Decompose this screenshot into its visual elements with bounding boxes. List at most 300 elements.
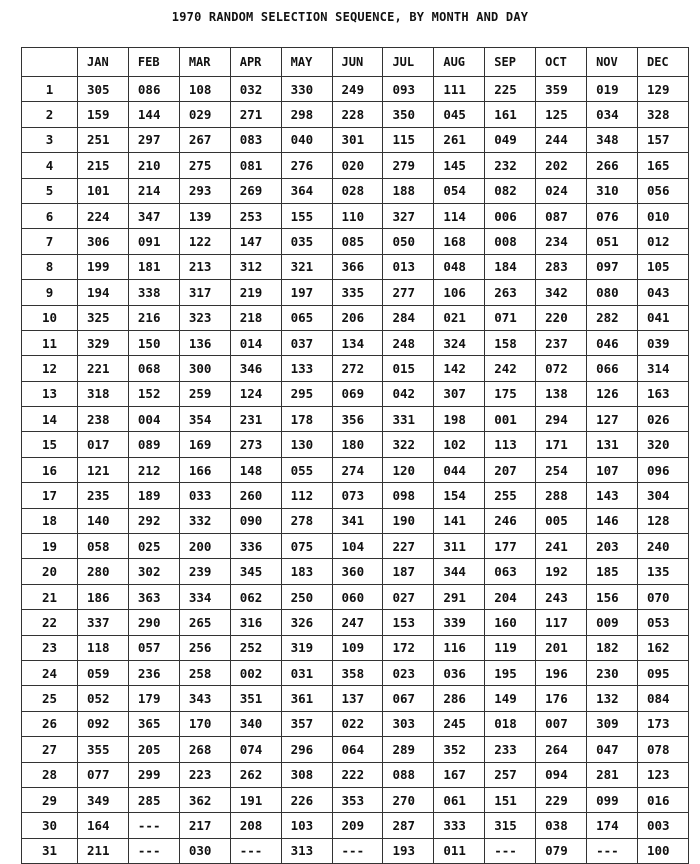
sequence-cell: 297 bbox=[128, 127, 179, 152]
sequence-cell: 082 bbox=[485, 178, 536, 203]
sequence-cell: 202 bbox=[536, 153, 587, 178]
sequence-cell: 256 bbox=[179, 635, 230, 660]
sequence-cell: 296 bbox=[281, 737, 332, 762]
table-row bbox=[22, 813, 689, 838]
sequence-cell: 051 bbox=[587, 229, 638, 254]
sequence-cell: 266 bbox=[587, 153, 638, 178]
day-label: 9 bbox=[22, 280, 78, 305]
month-header: JAN bbox=[78, 48, 129, 77]
sequence-cell: 352 bbox=[434, 737, 485, 762]
sequence-cell: 198 bbox=[434, 407, 485, 432]
sequence-cell: 277 bbox=[383, 280, 434, 305]
sequence-cell: 337 bbox=[78, 610, 129, 635]
sequence-cell: 287 bbox=[383, 813, 434, 838]
sequence-cell: 016 bbox=[637, 787, 688, 812]
sequence-cell: 315 bbox=[485, 813, 536, 838]
sequence-cell: 347 bbox=[128, 203, 179, 228]
sequence-cell: 237 bbox=[536, 330, 587, 355]
sequence-cell: 104 bbox=[332, 534, 383, 559]
table-row bbox=[22, 254, 689, 279]
sequence-cell: 124 bbox=[230, 381, 281, 406]
sequence-cell: 331 bbox=[383, 407, 434, 432]
sequence-cell: 046 bbox=[587, 330, 638, 355]
sequence-cell: 092 bbox=[78, 711, 129, 736]
sequence-cell: 258 bbox=[179, 660, 230, 685]
table-row bbox=[22, 381, 689, 406]
sequence-cell: 236 bbox=[128, 660, 179, 685]
sequence-cell: 118 bbox=[78, 635, 129, 660]
sequence-cell: 301 bbox=[332, 127, 383, 152]
sequence-cell: 033 bbox=[179, 483, 230, 508]
sequence-cell: 148 bbox=[230, 457, 281, 482]
sequence-cell: 178 bbox=[281, 407, 332, 432]
sequence-cell: 112 bbox=[281, 483, 332, 508]
month-header: NOV bbox=[587, 48, 638, 77]
sequence-cell: 201 bbox=[536, 635, 587, 660]
sequence-cell: 211 bbox=[78, 838, 129, 863]
sequence-cell: 243 bbox=[536, 584, 587, 609]
table-row bbox=[22, 534, 689, 559]
sequence-cell: 066 bbox=[587, 356, 638, 381]
sequence-cell: 242 bbox=[485, 356, 536, 381]
sequence-cell: 044 bbox=[434, 457, 485, 482]
sequence-cell: 279 bbox=[383, 153, 434, 178]
sequence-cell: 125 bbox=[536, 102, 587, 127]
sequence-cell: 180 bbox=[332, 432, 383, 457]
sequence-cell: 135 bbox=[637, 559, 688, 584]
day-label: 7 bbox=[22, 229, 78, 254]
day-label: 12 bbox=[22, 356, 78, 381]
sequence-cell: 194 bbox=[78, 280, 129, 305]
sequence-cell: 210 bbox=[128, 153, 179, 178]
sequence-cell: 084 bbox=[637, 686, 688, 711]
sequence-cell: 339 bbox=[434, 610, 485, 635]
sequence-cell: 035 bbox=[281, 229, 332, 254]
sequence-cell: 319 bbox=[281, 635, 332, 660]
sequence-cell: 013 bbox=[383, 254, 434, 279]
sequence-cell: --- bbox=[128, 813, 179, 838]
sequence-cell: 081 bbox=[230, 153, 281, 178]
sequence-cell: 274 bbox=[332, 457, 383, 482]
sequence-cell: 121 bbox=[78, 457, 129, 482]
sequence-cell: 267 bbox=[179, 127, 230, 152]
sequence-cell: 140 bbox=[78, 508, 129, 533]
sequence-cell: 067 bbox=[383, 686, 434, 711]
sequence-cell: 166 bbox=[179, 457, 230, 482]
sequence-cell: 199 bbox=[78, 254, 129, 279]
month-header: MAY bbox=[281, 48, 332, 77]
sequence-cell: 209 bbox=[332, 813, 383, 838]
sequence-cell: 078 bbox=[637, 737, 688, 762]
sequence-cell: 102 bbox=[434, 432, 485, 457]
sequence-cell: 170 bbox=[179, 711, 230, 736]
sequence-cell: 284 bbox=[383, 305, 434, 330]
sequence-cell: 366 bbox=[332, 254, 383, 279]
sequence-cell: 164 bbox=[78, 813, 129, 838]
day-label: 2 bbox=[22, 102, 78, 127]
day-label: 19 bbox=[22, 534, 78, 559]
day-label: 1 bbox=[22, 77, 78, 102]
day-label: 17 bbox=[22, 483, 78, 508]
sequence-cell: 149 bbox=[485, 686, 536, 711]
sequence-cell: 312 bbox=[230, 254, 281, 279]
table-row bbox=[22, 178, 689, 203]
sequence-cell: 019 bbox=[587, 77, 638, 102]
sequence-cell: 190 bbox=[383, 508, 434, 533]
table-row bbox=[22, 584, 689, 609]
sequence-cell: 249 bbox=[332, 77, 383, 102]
sequence-cell: 026 bbox=[637, 407, 688, 432]
sequence-cell: 083 bbox=[230, 127, 281, 152]
sequence-cell: 291 bbox=[434, 584, 485, 609]
sequence-cell: 161 bbox=[485, 102, 536, 127]
sequence-cell: 154 bbox=[434, 483, 485, 508]
table-row bbox=[22, 559, 689, 584]
month-header: JUL bbox=[383, 48, 434, 77]
sequence-cell: 047 bbox=[587, 737, 638, 762]
sequence-cell: 061 bbox=[434, 787, 485, 812]
sequence-cell: 017 bbox=[78, 432, 129, 457]
sequence-cell: --- bbox=[230, 838, 281, 863]
sequence-cell: 006 bbox=[485, 203, 536, 228]
sequence-cell: 247 bbox=[332, 610, 383, 635]
sequence-cell: 116 bbox=[434, 635, 485, 660]
sequence-cell: 254 bbox=[536, 457, 587, 482]
sequence-cell: 021 bbox=[434, 305, 485, 330]
sequence-cell: 205 bbox=[128, 737, 179, 762]
sequence-cell: 292 bbox=[128, 508, 179, 533]
sequence-cell: 322 bbox=[383, 432, 434, 457]
sequence-cell: 087 bbox=[536, 203, 587, 228]
sequence-cell: 098 bbox=[383, 483, 434, 508]
sequence-cell: 229 bbox=[536, 787, 587, 812]
month-header: APR bbox=[230, 48, 281, 77]
sequence-cell: 068 bbox=[128, 356, 179, 381]
sequence-cell: 037 bbox=[281, 330, 332, 355]
sequence-cell: 129 bbox=[637, 77, 688, 102]
sequence-cell: 268 bbox=[179, 737, 230, 762]
sequence-cell: 316 bbox=[230, 610, 281, 635]
sequence-cell: 306 bbox=[78, 229, 129, 254]
table-row bbox=[22, 686, 689, 711]
sequence-cell: 004 bbox=[128, 407, 179, 432]
sequence-cell: 216 bbox=[128, 305, 179, 330]
sequence-cell: 122 bbox=[179, 229, 230, 254]
sequence-cell: 123 bbox=[637, 762, 688, 787]
sequence-cell: 244 bbox=[536, 127, 587, 152]
sequence-cell: 128 bbox=[637, 508, 688, 533]
sequence-cell: 329 bbox=[78, 330, 129, 355]
sequence-cell: 295 bbox=[281, 381, 332, 406]
sequence-cell: 288 bbox=[536, 483, 587, 508]
sequence-cell: 052 bbox=[78, 686, 129, 711]
sequence-cell: 117 bbox=[536, 610, 587, 635]
sequence-cell: 224 bbox=[78, 203, 129, 228]
sequence-cell: 020 bbox=[332, 153, 383, 178]
table-row bbox=[22, 457, 689, 482]
table-row bbox=[22, 838, 689, 863]
sequence-cell: 228 bbox=[332, 102, 383, 127]
sequence-cell: 134 bbox=[332, 330, 383, 355]
sequence-cell: 075 bbox=[281, 534, 332, 559]
sequence-cell: 326 bbox=[281, 610, 332, 635]
sequence-cell: 192 bbox=[536, 559, 587, 584]
sequence-cell: 147 bbox=[230, 229, 281, 254]
sequence-cell: 005 bbox=[536, 508, 587, 533]
sequence-cell: 088 bbox=[383, 762, 434, 787]
day-label: 18 bbox=[22, 508, 78, 533]
month-header: FEB bbox=[128, 48, 179, 77]
sequence-cell: 233 bbox=[485, 737, 536, 762]
sequence-cell: 360 bbox=[332, 559, 383, 584]
sequence-cell: 079 bbox=[536, 838, 587, 863]
sequence-cell: 053 bbox=[637, 610, 688, 635]
sequence-cell: 077 bbox=[78, 762, 129, 787]
sequence-cell: 183 bbox=[281, 559, 332, 584]
day-label: 31 bbox=[22, 838, 78, 863]
sequence-cell: 073 bbox=[332, 483, 383, 508]
sequence-cell: 003 bbox=[637, 813, 688, 838]
sequence-cell: 345 bbox=[230, 559, 281, 584]
month-header: OCT bbox=[536, 48, 587, 77]
sequence-cell: 283 bbox=[536, 254, 587, 279]
sequence-cell: 071 bbox=[485, 305, 536, 330]
sequence-cell: 060 bbox=[332, 584, 383, 609]
day-label: 14 bbox=[22, 407, 78, 432]
sequence-cell: 158 bbox=[485, 330, 536, 355]
sequence-cell: 023 bbox=[383, 660, 434, 685]
day-label: 22 bbox=[22, 610, 78, 635]
sequence-cell: 348 bbox=[587, 127, 638, 152]
sequence-cell: 136 bbox=[179, 330, 230, 355]
sequence-cell: 307 bbox=[434, 381, 485, 406]
sequence-cell: 049 bbox=[485, 127, 536, 152]
sequence-cell: 208 bbox=[230, 813, 281, 838]
sequence-cell: 203 bbox=[587, 534, 638, 559]
sequence-cell: 042 bbox=[383, 381, 434, 406]
sequence-cell: 261 bbox=[434, 127, 485, 152]
sequence-cell: 357 bbox=[281, 711, 332, 736]
sequence-cell: 027 bbox=[383, 584, 434, 609]
day-label: 8 bbox=[22, 254, 78, 279]
sequence-cell: 151 bbox=[485, 787, 536, 812]
table-row bbox=[22, 102, 689, 127]
sequence-cell: 313 bbox=[281, 838, 332, 863]
sequence-cell: --- bbox=[485, 838, 536, 863]
sequence-cell: 235 bbox=[78, 483, 129, 508]
sequence-cell: 099 bbox=[587, 787, 638, 812]
table-row bbox=[22, 635, 689, 660]
sequence-cell: 318 bbox=[78, 381, 129, 406]
sequence-cell: 264 bbox=[536, 737, 587, 762]
sequence-cell: 156 bbox=[587, 584, 638, 609]
sequence-cell: 350 bbox=[383, 102, 434, 127]
table-row bbox=[22, 483, 689, 508]
sequence-cell: 200 bbox=[179, 534, 230, 559]
sequence-cell: 294 bbox=[536, 407, 587, 432]
table-row bbox=[22, 229, 689, 254]
sequence-cell: 185 bbox=[587, 559, 638, 584]
sequence-cell: 103 bbox=[281, 813, 332, 838]
sequence-cell: 080 bbox=[587, 280, 638, 305]
sequence-cell: 131 bbox=[587, 432, 638, 457]
sequence-cell: 045 bbox=[434, 102, 485, 127]
sequence-cell: 275 bbox=[179, 153, 230, 178]
sequence-cell: 115 bbox=[383, 127, 434, 152]
table-row bbox=[22, 203, 689, 228]
sequence-cell: 169 bbox=[179, 432, 230, 457]
sequence-cell: 018 bbox=[485, 711, 536, 736]
sequence-cell: 159 bbox=[78, 102, 129, 127]
day-label: 13 bbox=[22, 381, 78, 406]
sequence-cell: 029 bbox=[179, 102, 230, 127]
sequence-cell: 252 bbox=[230, 635, 281, 660]
sequence-cell: 303 bbox=[383, 711, 434, 736]
sequence-cell: 101 bbox=[78, 178, 129, 203]
sequence-cell: 260 bbox=[230, 483, 281, 508]
month-header: MAR bbox=[179, 48, 230, 77]
sequence-cell: 338 bbox=[128, 280, 179, 305]
sequence-cell: 163 bbox=[637, 381, 688, 406]
sequence-cell: 354 bbox=[179, 407, 230, 432]
sequence-cell: 086 bbox=[128, 77, 179, 102]
sequence-cell: 039 bbox=[637, 330, 688, 355]
table-row bbox=[22, 432, 689, 457]
table-row bbox=[22, 330, 689, 355]
sequence-cell: 145 bbox=[434, 153, 485, 178]
day-label: 27 bbox=[22, 737, 78, 762]
sequence-cell: 195 bbox=[485, 660, 536, 685]
sequence-cell: 289 bbox=[383, 737, 434, 762]
day-label: 24 bbox=[22, 660, 78, 685]
sequence-cell: 157 bbox=[637, 127, 688, 152]
sequence-cell: 286 bbox=[434, 686, 485, 711]
sequence-cell: 336 bbox=[230, 534, 281, 559]
month-header: JUN bbox=[332, 48, 383, 77]
sequence-cell: 090 bbox=[230, 508, 281, 533]
sequence-cell: 069 bbox=[332, 381, 383, 406]
sequence-cell: 270 bbox=[383, 787, 434, 812]
sequence-cell: 179 bbox=[128, 686, 179, 711]
sequence-cell: --- bbox=[128, 838, 179, 863]
sequence-cell: 253 bbox=[230, 203, 281, 228]
sequence-cell: 182 bbox=[587, 635, 638, 660]
sequence-cell: 225 bbox=[485, 77, 536, 102]
sequence-cell: 160 bbox=[485, 610, 536, 635]
sequence-cell: 011 bbox=[434, 838, 485, 863]
sequence-cell: 093 bbox=[383, 77, 434, 102]
sequence-cell: 174 bbox=[587, 813, 638, 838]
day-label: 3 bbox=[22, 127, 78, 152]
day-label: 15 bbox=[22, 432, 78, 457]
page-title: 1970 RANDOM SELECTION SEQUENCE, BY MONTH AND DAY bbox=[171, 10, 529, 24]
sequence-cell: 114 bbox=[434, 203, 485, 228]
sequence-cell: 364 bbox=[281, 178, 332, 203]
sequence-cell: 317 bbox=[179, 280, 230, 305]
table-row bbox=[22, 508, 689, 533]
sequence-cell: 050 bbox=[383, 229, 434, 254]
sequence-cell: 333 bbox=[434, 813, 485, 838]
sequence-cell: 100 bbox=[637, 838, 688, 863]
sequence-cell: 234 bbox=[536, 229, 587, 254]
sequence-cell: 212 bbox=[128, 457, 179, 482]
month-header: AUG bbox=[434, 48, 485, 77]
sequence-cell: 227 bbox=[383, 534, 434, 559]
sequence-cell: 137 bbox=[332, 686, 383, 711]
sequence-cell: 107 bbox=[587, 457, 638, 482]
sequence-cell: 304 bbox=[637, 483, 688, 508]
sequence-cell: 231 bbox=[230, 407, 281, 432]
sequence-cell: 213 bbox=[179, 254, 230, 279]
sequence-cell: 222 bbox=[332, 762, 383, 787]
sequence-cell: 320 bbox=[637, 432, 688, 457]
sequence-cell: 108 bbox=[179, 77, 230, 102]
sequence-cell: 043 bbox=[637, 280, 688, 305]
sequence-cell: 321 bbox=[281, 254, 332, 279]
sequence-cell: 285 bbox=[128, 787, 179, 812]
sequence-cell: 328 bbox=[637, 102, 688, 127]
sequence-cell: 325 bbox=[78, 305, 129, 330]
sequence-cell: 355 bbox=[78, 737, 129, 762]
sequence-cell: 265 bbox=[179, 610, 230, 635]
sequence-cell: 171 bbox=[536, 432, 587, 457]
sequence-cell: 349 bbox=[78, 787, 129, 812]
sequence-cell: 255 bbox=[485, 483, 536, 508]
sequence-cell: 238 bbox=[78, 407, 129, 432]
sequence-cell: 269 bbox=[230, 178, 281, 203]
sequence-cell: 034 bbox=[587, 102, 638, 127]
day-label: 11 bbox=[22, 330, 78, 355]
sequence-cell: 263 bbox=[485, 280, 536, 305]
sequence-cell: 215 bbox=[78, 153, 129, 178]
month-header: SEP bbox=[485, 48, 536, 77]
sequence-cell: 343 bbox=[179, 686, 230, 711]
sequence-cell: 341 bbox=[332, 508, 383, 533]
sequence-cell: 167 bbox=[434, 762, 485, 787]
table-row bbox=[22, 711, 689, 736]
sequence-cell: 012 bbox=[637, 229, 688, 254]
day-label: 16 bbox=[22, 457, 78, 482]
table-row bbox=[22, 660, 689, 685]
sequence-cell: --- bbox=[332, 838, 383, 863]
sequence-cell: 220 bbox=[536, 305, 587, 330]
sequence-cell: 119 bbox=[485, 635, 536, 660]
sequence-cell: 362 bbox=[179, 787, 230, 812]
sequence-cell: 001 bbox=[485, 407, 536, 432]
sequence-cell: 091 bbox=[128, 229, 179, 254]
sequence-cell: 105 bbox=[637, 254, 688, 279]
sequence-cell: 223 bbox=[179, 762, 230, 787]
sequence-cell: 007 bbox=[536, 711, 587, 736]
day-label: 5 bbox=[22, 178, 78, 203]
sequence-cell: 076 bbox=[587, 203, 638, 228]
sequence-cell: 139 bbox=[179, 203, 230, 228]
sequence-cell: 188 bbox=[383, 178, 434, 203]
sequence-cell: 065 bbox=[281, 305, 332, 330]
sequence-cell: 246 bbox=[485, 508, 536, 533]
sequence-cell: 152 bbox=[128, 381, 179, 406]
table-row bbox=[22, 305, 689, 330]
sequence-cell: 132 bbox=[587, 686, 638, 711]
sequence-cell: 113 bbox=[485, 432, 536, 457]
sequence-cell: 015 bbox=[383, 356, 434, 381]
sequence-cell: 094 bbox=[536, 762, 587, 787]
day-label: 20 bbox=[22, 559, 78, 584]
sequence-cell: 063 bbox=[485, 559, 536, 584]
sequence-cell: 311 bbox=[434, 534, 485, 559]
sequence-cell: 153 bbox=[383, 610, 434, 635]
sequence-cell: 226 bbox=[281, 787, 332, 812]
